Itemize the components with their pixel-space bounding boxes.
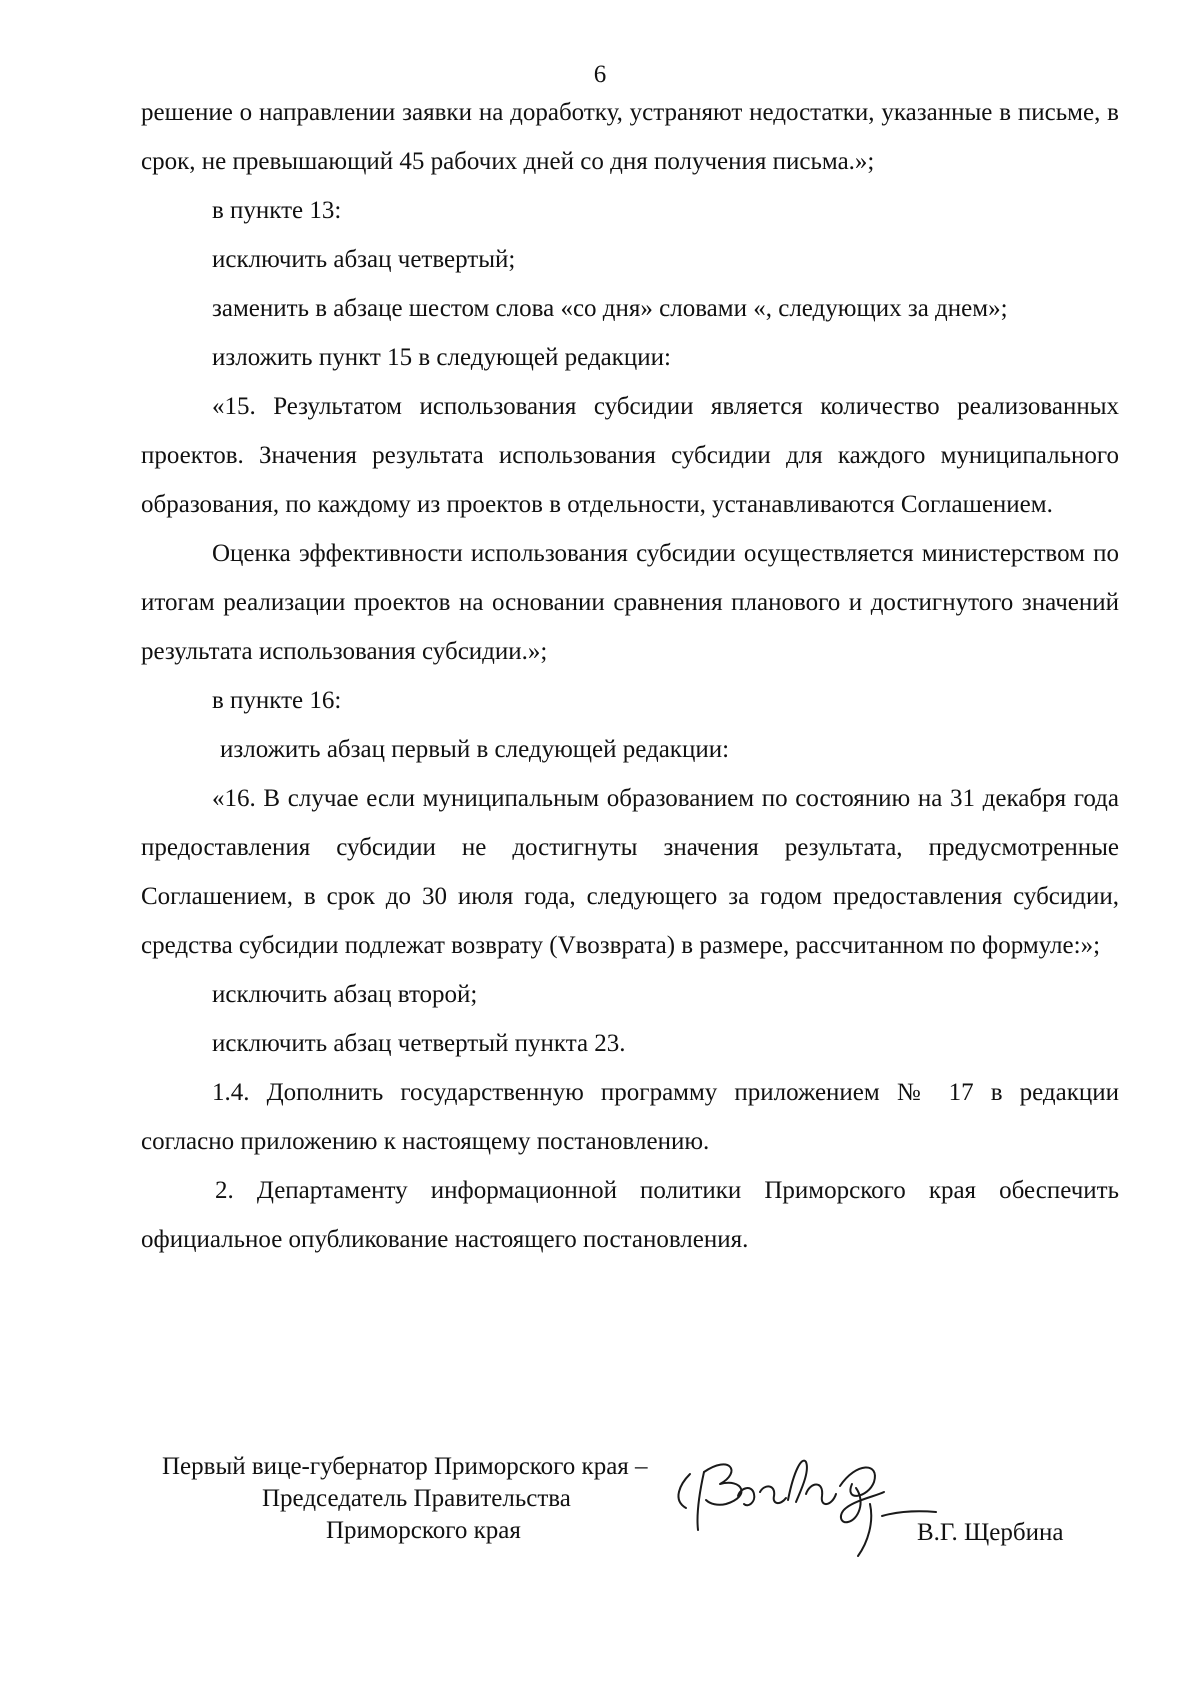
paragraph-point-15: «15. Результатом использования субсидии является количество реализованных проектов. Значения результата использования субсидии для каждого муниципального образования, по каждому из проектов в отдельности, устанавливаются Соглашением. [141, 393, 1119, 518]
paragraph-2: 2. Департаменту информационной политики Приморского края обеспечить официальное опубликование настоящего постановления. [141, 1177, 1119, 1253]
paragraph-exclude-fourth: исключить абзац четвертый; [212, 246, 516, 273]
paragraph-point-16-intro: изложить абзац первый в следующей редакции: [220, 736, 730, 763]
document-body [141, 88, 1119, 1264]
paragraph-continuation: решение о направлении заявки на доработку, устраняют недостатки, указанные в письме, в срок, не превышающий 45 рабочих дней со дня получения письма.»; [141, 99, 1119, 175]
signatory-title-line-1: Первый вице-губернатор Приморского края – [162, 1453, 648, 1480]
signatory-name: В.Г. Щербина [917, 1519, 1064, 1546]
signatory-title-line-2: Председатель Правительства [262, 1485, 571, 1512]
page-number: 6 [593, 61, 607, 88]
paragraph-efficiency: Оценка эффективности использования субсидии осуществляется министерством по итогам реализации проектов на основании сравнения планового и достигнутого значений результата использования субсидии.»; [141, 540, 1119, 665]
paragraph-exclude-second: исключить абзац второй; [212, 981, 478, 1008]
paragraph-exclude-point-23: исключить абзац четвертый пункта 23. [212, 1030, 626, 1057]
paragraph-replace-words: заменить в абзаце шестом слова «со дня» словами «, следующих за днем»; [212, 295, 1008, 322]
paragraph-point-16: в пункте 16: [212, 687, 342, 714]
signature-block [0, 1452, 1200, 1572]
signatory-title-line-3: Приморского края [326, 1517, 521, 1544]
handwritten-signature [660, 1442, 950, 1567]
paragraph-point-16-text: «16. В случае если муниципальным образованием по состоянию на 31 декабря года предоставления субсидии не достигнуты значения результата, предусмотренные Соглашением, в срок до 30 июля года, следующего за годом предоставления субсидии, средства субсидии подлежат возврату (Vвозврата) в размере, рассчитанном по формуле:»; [141, 785, 1119, 959]
paragraph-point-15-intro: изложить пункт 15 в следующей редакции: [212, 344, 671, 371]
paragraph-point-13: в пункте 13: [212, 197, 342, 224]
paragraph-1-4: 1.4. Дополнить государственную программу приложением № 17 в редакции согласно приложению к настоящему постановлению. [141, 1079, 1119, 1155]
